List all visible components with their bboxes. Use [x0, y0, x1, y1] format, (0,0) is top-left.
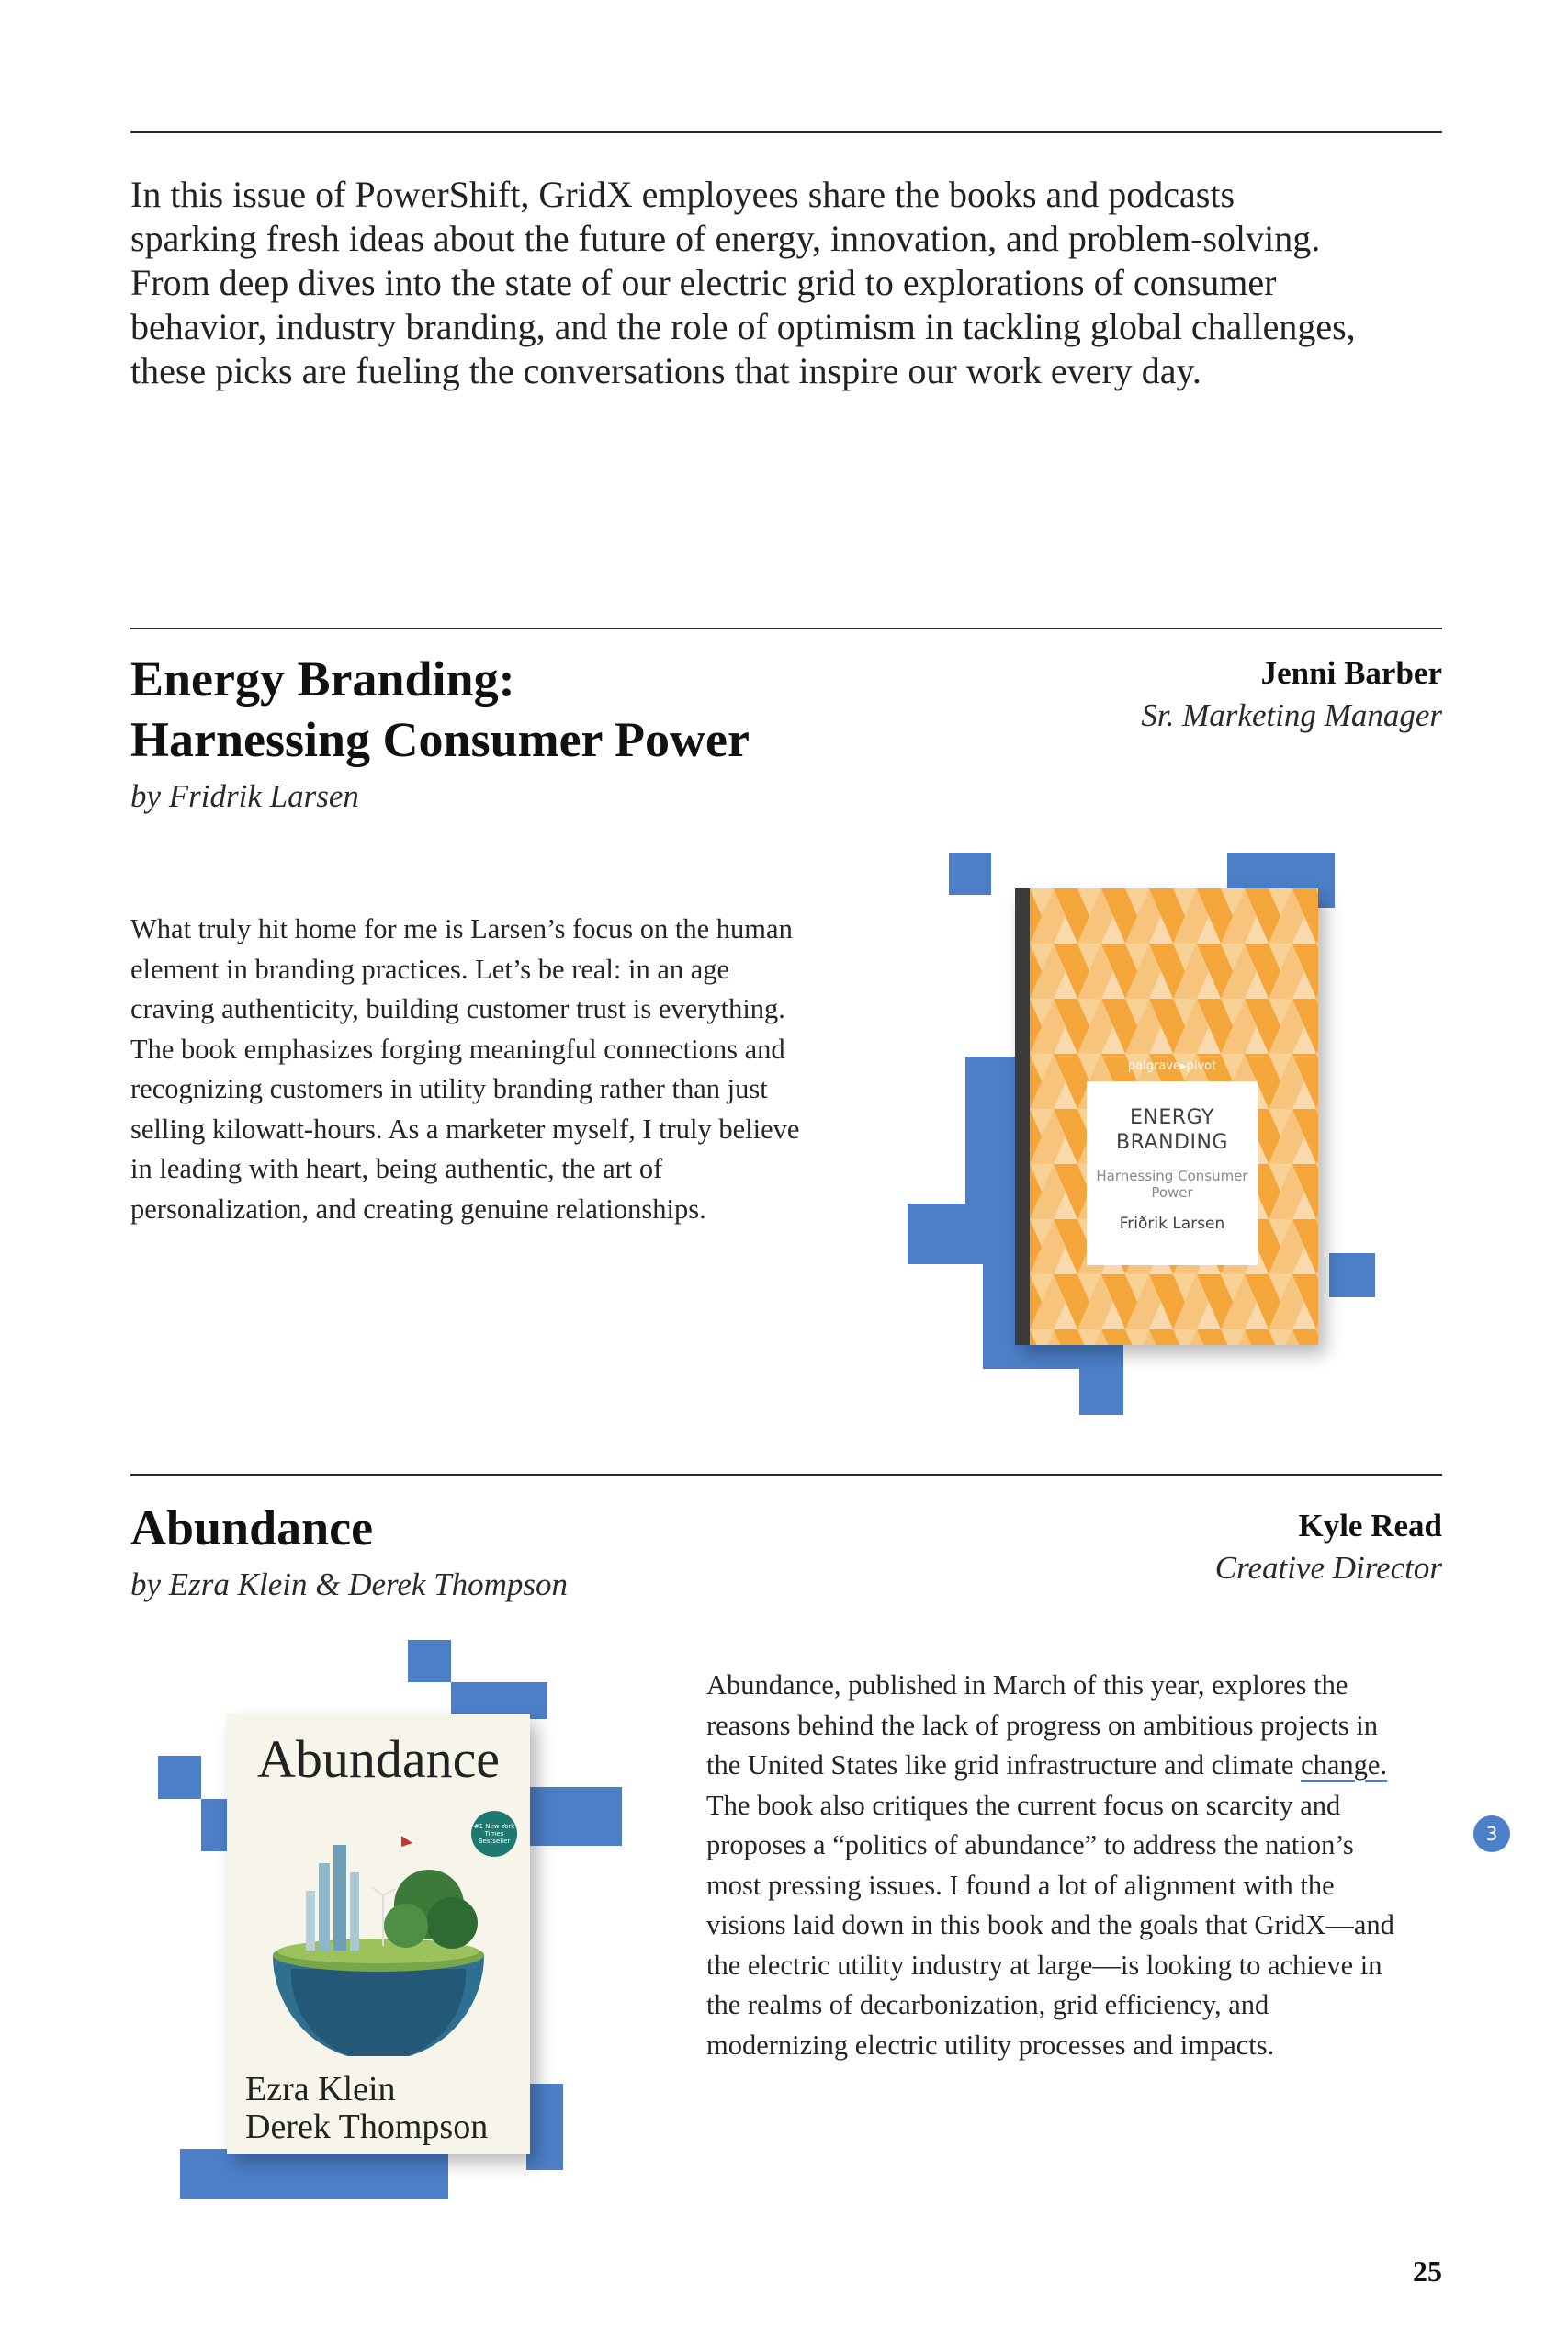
review-text-part: Abundance, published in March of this year, explores the reasons behind the lack of progress on ambitious projects in the United States like grid infrastructure and climate: [706, 1669, 1378, 1781]
book-cover-energy-branding: [1015, 888, 1318, 1345]
section-divider: [130, 1474, 1442, 1476]
reviewer-name: Jenni Barber: [1260, 655, 1442, 691]
book-author: by Fridrik Larsen: [130, 778, 359, 814]
cover-author: Ezra Klein: [245, 2070, 396, 2109]
book-title-line: Harnessing Consumer Power: [130, 712, 750, 767]
cover-author: Friðrik Larsen: [1119, 1215, 1225, 1233]
cover-title: Abundance: [256, 1729, 501, 1789]
cover-subtitle: Harnessing Consumer Power: [1096, 1168, 1248, 1201]
review-text: What truly hit home for me is Larsen’s focus on the human element in branding practices. Let’s be real: in an age craving authenticity, building customer trust is everything. The book emphasizes forging meaningful connections and recognizing customers in utility branding rather than just selling kilowatt-hours. As a marketer myself, I truly believe in leading with heart, being authentic, the art of personalization, and creating genuine relationships.: [130, 913, 800, 1225]
highlighted-word[interactable]: change.: [1301, 1749, 1388, 1781]
intro-paragraph: In this issue of PowerShift, GridX employees share the books and podcasts sparking fresh ideas about the future of energy, innovation, and problem-solving. From deep dives into the state of our electric grid to explorations of consumer behavior, industry branding, and the role of optimism in tackling global challenges, these picks are fueling the conversations that inspire our work every day.: [130, 174, 1356, 391]
bestseller-badge: #1 New York Times Bestseller: [471, 1811, 517, 1857]
reviewer-role: Sr. Marketing Manager: [1141, 697, 1442, 733]
book-title-line: Energy Branding:: [130, 651, 515, 707]
book-title: [130, 649, 750, 770]
book-title: Abundance: [130, 1500, 374, 1555]
cover-title-panel: [1087, 1081, 1258, 1265]
top-divider: [130, 131, 1442, 133]
reviewer-name: Kyle Read: [1298, 1508, 1442, 1544]
globe-illustration: [254, 1817, 502, 2056]
section-divider: [130, 628, 1442, 629]
reviewer: [1215, 1505, 1442, 1589]
cover-publisher: palgrave▸pivot: [1127, 1059, 1217, 1073]
review-text: [706, 1666, 1404, 2065]
footnote-badge[interactable]: 3: [1473, 1815, 1510, 1852]
book-author: by Ezra Klein & Derek Thompson: [130, 1566, 569, 1602]
book-spine: [1015, 888, 1030, 1345]
reviewer-role: Creative Director: [1214, 1550, 1442, 1586]
book-cover-abundance: [227, 1714, 530, 2154]
page-number: 25: [1413, 2255, 1442, 2288]
cover-authors: [245, 2071, 488, 2146]
cover-author: Derek Thompson: [245, 2108, 489, 2146]
cover-title: ENERGY BRANDING: [1116, 1106, 1228, 1154]
reviewer: [1141, 652, 1442, 737]
review-text-part: The book also critiques the current focus on scarcity and proposes a “politics of abundance” to address the nation’s most pressing issues. I found a lot of alignment with the visions laid down in this book and the goals that GridX—and the electric utility industry at large—is looking to achieve in the realms of decarbonization, grid efficiency, and modernizing electric utility processes and impacts.: [706, 1789, 1394, 2061]
